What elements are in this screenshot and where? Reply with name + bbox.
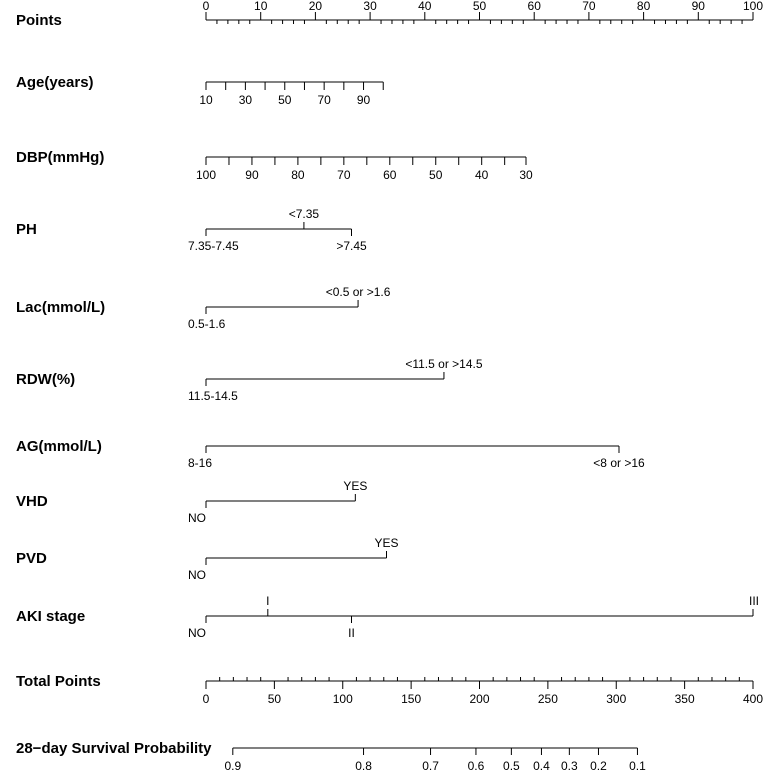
age-years-tick-label: 70 bbox=[317, 93, 331, 107]
lac-mmol-l-level-label: <0.5 or >1.6 bbox=[325, 285, 391, 299]
points-tick-label: 70 bbox=[582, 0, 596, 13]
ag-mmol-l-level-label: 8-16 bbox=[188, 456, 213, 470]
rdw-level-label: <11.5 or >14.5 bbox=[405, 357, 483, 371]
row-label-ag-mmol-l: AG(mmol/L) bbox=[16, 438, 102, 455]
total-points-tick-label: 300 bbox=[606, 692, 627, 706]
aki-stage-level-label: I bbox=[266, 594, 270, 608]
points-tick-label: 0 bbox=[202, 0, 210, 13]
row-label-total-points: Total Points bbox=[16, 673, 101, 690]
total-points-tick-label: 0 bbox=[202, 692, 210, 706]
28-day-survival-probability-tick-label: 0.1 bbox=[629, 759, 646, 773]
total-points-tick-label: 250 bbox=[537, 692, 558, 706]
aki-stage-level-label: NO bbox=[188, 626, 206, 640]
dbp-mmhg-tick-label: 60 bbox=[383, 168, 397, 182]
pvd-level-label: YES bbox=[374, 536, 399, 550]
28-day-survival-probability-tick-label: 0.6 bbox=[467, 759, 485, 773]
pvd-level-label: NO bbox=[188, 568, 206, 582]
ph-level-label: >7.45 bbox=[336, 239, 367, 253]
ph-level-label: 7.35-7.45 bbox=[188, 239, 239, 253]
aki-stage-level-label: III bbox=[748, 594, 759, 608]
row-label-vhd: VHD bbox=[16, 493, 48, 510]
points-tick-label: 100 bbox=[742, 0, 764, 13]
dbp-mmhg-tick-label: 70 bbox=[337, 168, 351, 182]
row-label-lac-mmol-l: Lac(mmol/L) bbox=[16, 299, 106, 316]
28-day-survival-probability-tick-label: 0.5 bbox=[503, 759, 520, 773]
dbp-mmhg-tick-label: 40 bbox=[475, 168, 489, 182]
dbp-mmhg-tick-label: 50 bbox=[429, 168, 443, 182]
age-years-tick-label: 90 bbox=[356, 93, 371, 107]
points-tick-label: 90 bbox=[691, 0, 705, 13]
dbp-mmhg-tick-label: 90 bbox=[245, 168, 259, 182]
28-day-survival-probability-tick-label: 0.9 bbox=[224, 759, 242, 773]
28-day-survival-probability-tick-label: 0.4 bbox=[533, 759, 550, 773]
28-day-survival-probability-tick-label: 0.8 bbox=[355, 759, 372, 773]
points-tick-label: 30 bbox=[363, 0, 377, 13]
total-points-tick-label: 200 bbox=[469, 692, 490, 706]
row-label-28-day-survival-probability: 28−day Survival Probability bbox=[16, 740, 212, 757]
points-tick-label: 10 bbox=[254, 0, 268, 13]
rdw-level-label: 11.5-14.5 bbox=[188, 389, 238, 403]
row-label-ph: PH bbox=[16, 221, 37, 238]
total-points-tick-label: 50 bbox=[267, 692, 282, 706]
total-points-tick-label: 400 bbox=[742, 692, 764, 706]
28-day-survival-probability-tick-label: 0.2 bbox=[590, 759, 607, 773]
row-label-points: Points bbox=[16, 12, 62, 29]
row-label-age-years: Age(years) bbox=[16, 74, 94, 91]
age-years-tick-label: 10 bbox=[199, 93, 213, 107]
row-label-aki-stage: AKI stage bbox=[16, 608, 86, 625]
28-day-survival-probability-tick-label: 0.7 bbox=[422, 759, 439, 773]
dbp-mmhg-tick-label: 80 bbox=[291, 168, 305, 182]
total-points-tick-label: 150 bbox=[401, 692, 422, 706]
points-tick-label: 40 bbox=[418, 0, 432, 13]
row-label-rdw: RDW(%) bbox=[16, 371, 76, 388]
age-years-tick-label: 50 bbox=[278, 93, 292, 107]
vhd-level-label: NO bbox=[188, 511, 206, 525]
row-label-dbp-mmhg: DBP(mmHg) bbox=[16, 149, 105, 166]
aki-stage-level-label: II bbox=[348, 626, 355, 640]
row-label-pvd: PVD bbox=[16, 550, 47, 567]
points-tick-label: 80 bbox=[636, 0, 651, 13]
total-points-tick-label: 100 bbox=[332, 692, 353, 706]
points-tick-label: 50 bbox=[472, 0, 487, 13]
dbp-mmhg-tick-label: 30 bbox=[519, 168, 533, 182]
points-tick-label: 20 bbox=[308, 0, 323, 13]
dbp-mmhg-tick-label: 100 bbox=[195, 168, 217, 182]
total-points-tick-label: 350 bbox=[674, 692, 695, 706]
points-tick-label: 60 bbox=[527, 0, 541, 13]
ag-mmol-l-level-label: <8 or >16 bbox=[593, 456, 645, 470]
lac-mmol-l-level-label: 0.5-1.6 bbox=[188, 317, 226, 331]
28-day-survival-probability-tick-label: 0.3 bbox=[561, 759, 578, 773]
vhd-level-label: YES bbox=[343, 479, 368, 493]
age-years-tick-label: 30 bbox=[238, 93, 253, 107]
ph-level-label: <7.35 bbox=[288, 207, 320, 221]
